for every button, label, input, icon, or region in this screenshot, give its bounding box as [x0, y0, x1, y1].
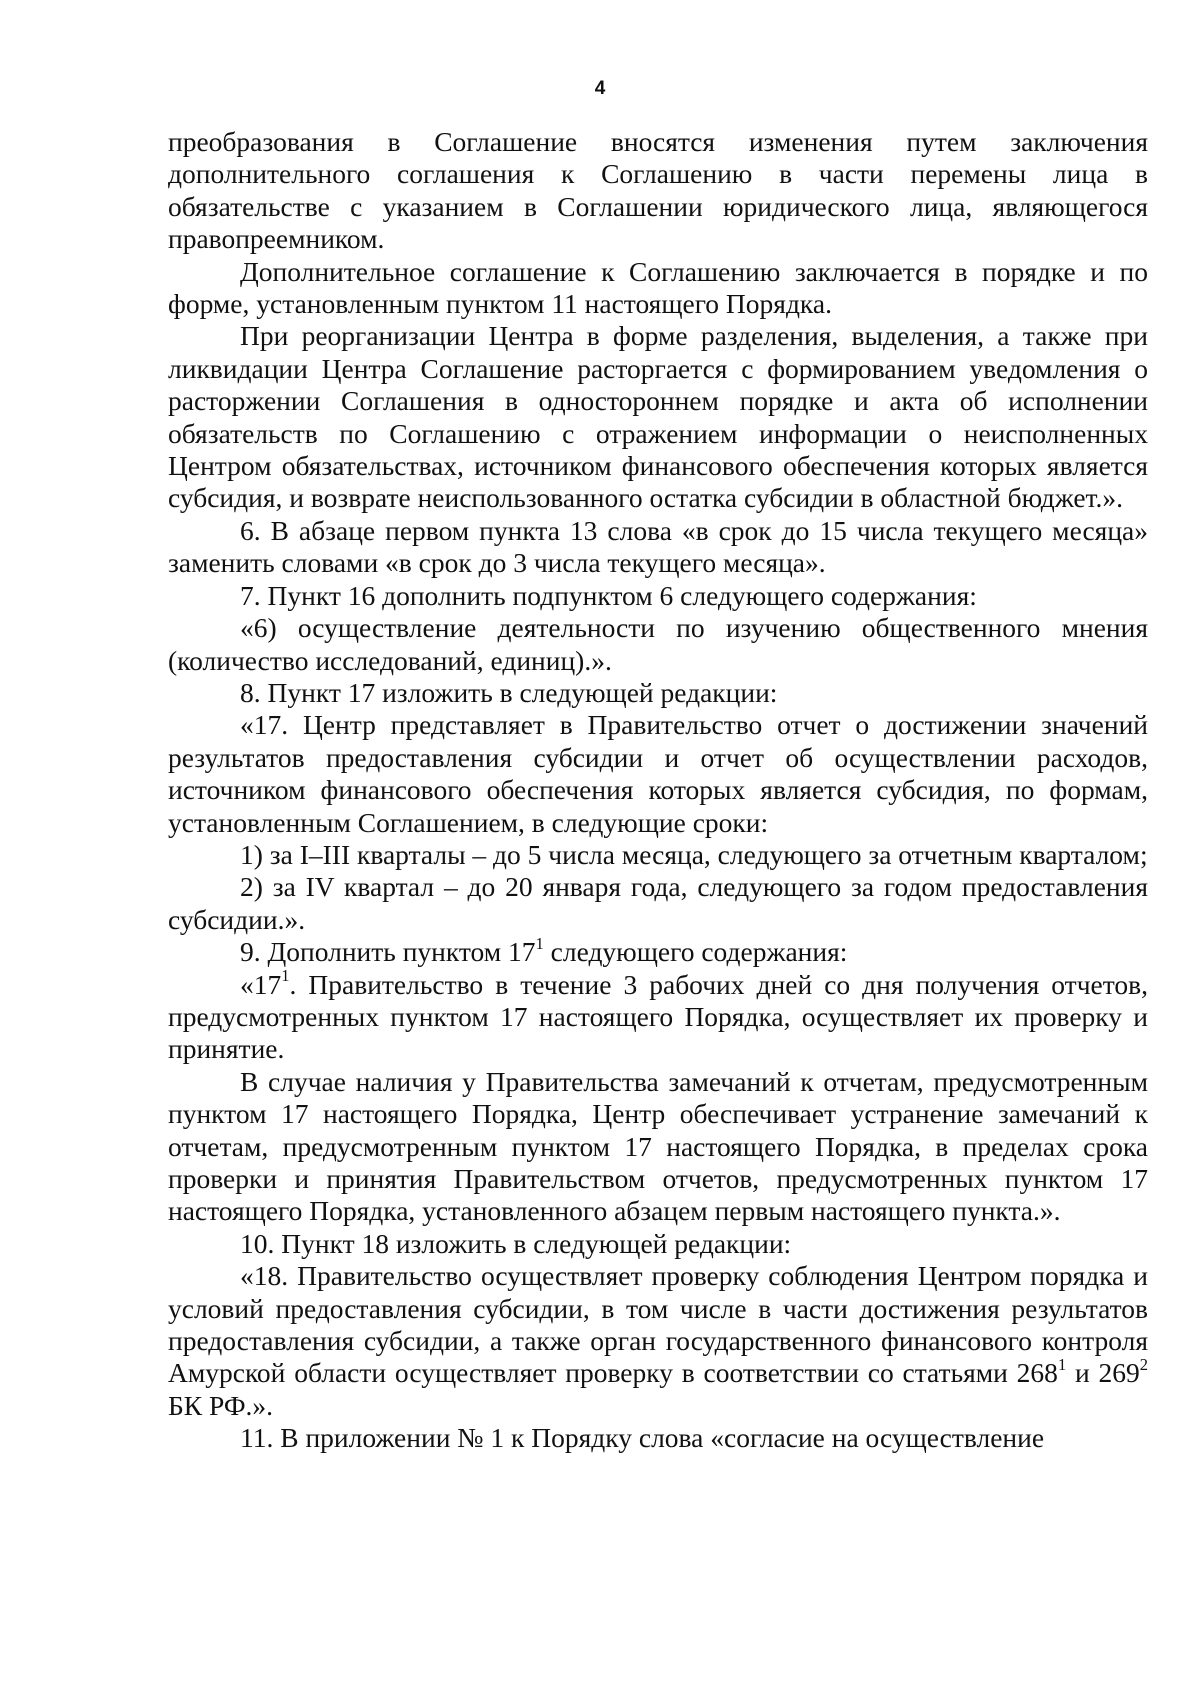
superscript: 1: [535, 933, 544, 953]
text-run: преобразования в Соглашение вносятся изменения путем заключения дополнительного соглашения к Соглашению в части перемены лица в обязательстве с указанием в Соглашении юридического лица, являющегося правопреемником.: [168, 126, 1148, 255]
paragraph: [168, 1260, 1148, 1422]
paragraph: [168, 126, 1148, 256]
paragraph: [168, 965, 1148, 1066]
text-run: Дополнительное соглашение к Соглашению заключается в порядке и по форме, установленным пунктом 11 настоящего Порядка.: [168, 255, 1148, 320]
paragraph: [168, 1228, 1148, 1260]
paragraph: [168, 677, 1148, 709]
text-run: и 269: [1066, 1357, 1140, 1389]
text-run: 8. Пункт 17 изложить в следующей редакции:: [240, 676, 778, 708]
paragraph: [168, 1422, 1148, 1454]
paragraph: [168, 612, 1148, 677]
document-body: [168, 126, 1148, 1455]
text-run: 6. В абзаце первом пункта 13 слова «в срок до 15 числа текущего месяца» заменить словами «в срок до 3 числа текущего месяца».: [168, 514, 1148, 579]
text-run: 10. Пункт 18 изложить в следующей редакции:: [240, 1227, 792, 1259]
superscript: 2: [1139, 1354, 1149, 1374]
text-run: 11. В приложении № 1 к Порядку слова «согласие на осуществление: [240, 1422, 1045, 1454]
paragraph: [168, 933, 1148, 968]
text-run: . Правительство в течение 3 рабочих дней со дня получения отчетов, предусмотренных пунктом 17 настоящего Порядка, осуществляет их проверку и принятие.: [168, 968, 1148, 1065]
text-run: 7. Пункт 16 дополнить подпунктом 6 следующего содержания:: [240, 579, 977, 611]
paragraph: [168, 320, 1148, 514]
paragraph: [168, 709, 1148, 839]
paragraph: [168, 1066, 1148, 1228]
paragraph: [168, 515, 1148, 580]
paragraph: [168, 839, 1148, 871]
text-run: «6) осуществление деятельности по изучению общественного мнения (количество исследований, единиц).».: [168, 612, 1148, 676]
text-run: В случае наличия у Правительства замечаний к отчетам, предусмотренным пунктом 17 настоящего Порядка, Центр обеспечивает устранение замечаний к отчетам, предусмотренным пунктом 17 настоящего Порядка, в пределах срока проверки и принятия Правительством отчетов, предусмотренных пунктом 17 настоящего Порядка, установленного абзацем первым настоящего пункта.».: [168, 1065, 1148, 1227]
text-run: «17. Центр представляет в Правительство отчет о достижении значений результатов предоставления субсидии и отчет об осуществлении расходов, источником финансового обеспечения которых является субсидия, по формам, установленным Соглашением, в следующие сроки:: [168, 709, 1148, 838]
page-number: 4: [594, 78, 606, 99]
paragraph: [168, 256, 1148, 321]
text-run: следующего содержания:: [543, 936, 848, 968]
paragraph: [168, 871, 1148, 936]
text-run: При реорганизации Центра в форме разделения, выделения, а также при ликвидации Центра Соглашение расторгается с формированием уведомления о расторжении Соглашения в одностороннем порядке и акта об исполнении обязательств по Соглашению с отражением информации о неисполненных Центром обязательствах, источником финансового обеспечения которых является субсидия, и возврате неиспользованного остатка субсидии в областной бюджет.».: [168, 320, 1148, 514]
superscript: 1: [1057, 1354, 1067, 1374]
superscript: 1: [281, 965, 290, 985]
text-run: «17: [240, 968, 282, 1000]
text-run: 9. Дополнить пунктом 17: [240, 936, 536, 968]
text-run: «18. Правительство осуществляет проверку соблюдения Центром порядка и условий предоставления субсидии, в том числе в части достижения результатов предоставления субсидии, а также орган государственного финансового контроля Амурской области осуществляет проверку в соответствии со статьями 268: [168, 1260, 1148, 1389]
text-run: БК РФ.».: [168, 1389, 274, 1421]
paragraph: [168, 580, 1148, 612]
text-run: 1) за I–III кварталы – до 5 числа месяца, следующего за отчетным кварталом;: [240, 838, 1148, 870]
text-run: 2) за IV квартал – до 20 января года, следующего за годом предоставления субсидии.».: [168, 871, 1148, 935]
